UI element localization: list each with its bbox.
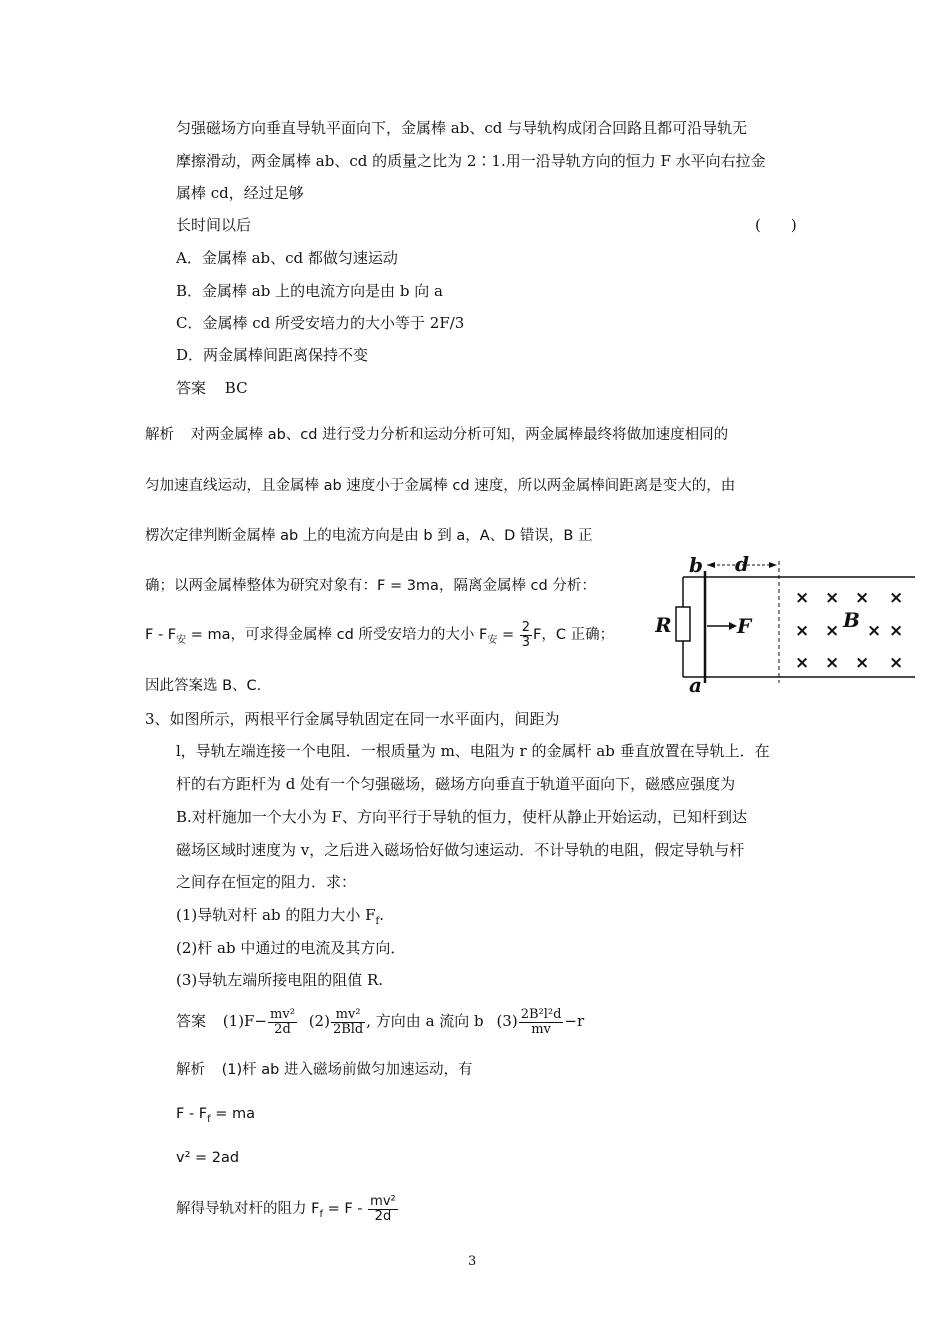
page-number: 3 bbox=[468, 1254, 477, 1269]
q3-answer bbox=[176, 1004, 584, 1038]
q2-stem-line2: 摩擦滑动，两金属棒 ab、cd 的质量之比为 2∶1.用一沿导轨方向的恒力 F 水平向右拉金 bbox=[176, 152, 766, 170]
label-d: d bbox=[735, 555, 749, 576]
equation-3 bbox=[176, 1192, 399, 1232]
field-cross: × bbox=[855, 588, 870, 608]
subscript: f bbox=[375, 916, 380, 927]
fraction-numerator: mv² bbox=[370, 1193, 396, 1209]
answer-label: 答案 bbox=[176, 379, 207, 397]
answer-label: 答案 bbox=[176, 1012, 207, 1030]
eq-text: = ma bbox=[210, 1106, 256, 1122]
field-cross: × bbox=[889, 621, 904, 641]
q3-line5: 磁场区域时速度为 v，之后进入磁场恰好做匀速运动．不计导轨的电阻，假定导轨与杆 bbox=[176, 841, 745, 859]
label-F: F bbox=[737, 614, 752, 638]
eq-text: = ma，可求得金属棒 cd 所受安培力的大小 F bbox=[186, 627, 488, 643]
eq-subscript: f bbox=[319, 1208, 323, 1220]
resistor bbox=[676, 607, 690, 641]
answer-part2: (2) bbox=[308, 1012, 330, 1030]
sub-question-end: . bbox=[379, 906, 384, 924]
field-cross: × bbox=[795, 588, 810, 608]
label-B: B bbox=[843, 608, 860, 632]
field-cross: × bbox=[825, 588, 840, 608]
analysis-text: (1)杆 ab 进入磁场前做匀加速运动，有 bbox=[221, 1062, 473, 1078]
fraction-denominator: 2Bld bbox=[332, 1021, 364, 1037]
fraction-denominator: 2d bbox=[374, 1208, 392, 1224]
field-cross: × bbox=[855, 653, 870, 673]
q2-stem-line1: 匀强磁场方向垂直导轨平面向下，金属棒 ab、cd 与导轨构成闭合回路且都可沿导轨无 bbox=[176, 119, 748, 137]
q3-sub3: (3)导轨左端所接电阻的阻值 R. bbox=[176, 971, 384, 989]
force-arrow-icon bbox=[729, 622, 737, 630]
field-cross: × bbox=[795, 621, 810, 641]
analysis-label: 解析 bbox=[176, 1062, 205, 1078]
analysis-label: 解析 bbox=[145, 427, 174, 443]
eq-subscript: 安 bbox=[176, 634, 187, 646]
option-c: C．金属棒 cd 所受安培力的大小等于 2F/3 bbox=[176, 314, 465, 332]
label-b: b bbox=[689, 555, 703, 577]
eq-text: = bbox=[497, 627, 519, 643]
label-R: R bbox=[655, 613, 672, 637]
analysis-text: 对两金属棒 ab、cd 进行受力分析和运动分析可知，两金属棒最终将做加速度相同的 bbox=[190, 427, 729, 443]
option-d: D．两金属棒间距离保持不变 bbox=[176, 346, 369, 364]
eq-text: = F - bbox=[322, 1201, 368, 1217]
fraction-numerator: 2B²l²d bbox=[520, 1006, 562, 1022]
fraction bbox=[268, 1008, 297, 1037]
eq-subscript: f bbox=[207, 1113, 211, 1125]
q2-stem-line3: 属棒 cd，经过足够 bbox=[176, 184, 304, 202]
answer-part3-end: −r bbox=[564, 1012, 585, 1030]
fraction-denominator: 2d bbox=[274, 1021, 291, 1037]
q2-analysis-line3: 楞次定律判断金属棒 ab 上的电流方向是由 b 到 a，A、D 错误，B 正 bbox=[145, 528, 593, 544]
fraction bbox=[520, 621, 532, 650]
field-cross: × bbox=[795, 653, 810, 673]
field-cross: × bbox=[825, 653, 840, 673]
fraction-numerator: mv² bbox=[270, 1006, 295, 1022]
eq-text: 解得导轨对杆的阻力 F bbox=[176, 1201, 320, 1217]
arrow-left-icon bbox=[707, 562, 715, 568]
label-a: a bbox=[689, 673, 702, 695]
fraction bbox=[331, 1008, 365, 1037]
option-a: A．金属棒 ab、cd 都做匀速运动 bbox=[176, 249, 398, 267]
q3-analysis bbox=[176, 1060, 472, 1080]
answer-part3: (3) bbox=[496, 1012, 518, 1030]
eq-text: F - F bbox=[145, 627, 177, 643]
answer-value: BC bbox=[224, 379, 248, 397]
field-cross: × bbox=[867, 621, 882, 641]
field-cross: × bbox=[889, 588, 904, 608]
sub-question-text: (1)导轨对杆 ab 的阻力大小 F bbox=[176, 906, 376, 924]
option-b: B．金属棒 ab 上的电流方向是由 b 向 a bbox=[176, 282, 443, 300]
fraction bbox=[368, 1195, 398, 1224]
q3-line1: 3、如图所示，两根平行金属导轨固定在同一水平面内，间距为 bbox=[145, 710, 560, 728]
q2-analysis-line6: 因此答案选 B、C. bbox=[145, 678, 262, 694]
q3-line6: 之间存在恒定的阻力．求： bbox=[176, 873, 357, 891]
equation-2: v² = 2ad bbox=[176, 1150, 240, 1166]
eq-text: F - F bbox=[176, 1106, 208, 1122]
arrow-right-icon bbox=[769, 562, 777, 568]
fraction-denominator: mv bbox=[531, 1021, 551, 1037]
answer-direction: , 方向由 a 流向 b bbox=[366, 1012, 484, 1030]
q2-analysis-line4: 确；以两金属棒整体为研究对象有：F = 3ma，隔离金属棒 cd 分析： bbox=[145, 578, 596, 594]
answer-paren: ( ) bbox=[755, 216, 797, 234]
eq-text: F，C 正确； bbox=[533, 627, 615, 643]
fraction bbox=[519, 1008, 564, 1037]
q3-sub1 bbox=[176, 905, 384, 932]
field-cross: × bbox=[825, 621, 840, 641]
q2-stem-line4: 长时间以后 bbox=[176, 216, 252, 234]
q2-analysis-line1 bbox=[145, 425, 728, 445]
circuit-figure bbox=[655, 555, 917, 695]
q3-line4: B.对杆施加一个大小为 F、方向平行于导轨的恒力，使杆从静止开始运动，已知杆到达 bbox=[176, 808, 747, 826]
fraction-numerator: 2 bbox=[521, 619, 531, 635]
equation-1 bbox=[176, 1104, 255, 1130]
q2-analysis-line5 bbox=[145, 620, 614, 656]
fraction-denominator: 3 bbox=[521, 634, 531, 650]
field-cross: × bbox=[889, 653, 904, 673]
answer-part1: (1)F− bbox=[222, 1012, 268, 1030]
q3-line3: 杆的右方距杆为 d 处有一个匀强磁场，磁场方向垂直于轨道平面向下，磁感应强度为 bbox=[176, 775, 736, 793]
q2-answer bbox=[176, 378, 248, 398]
q2-analysis-line2: 匀加速直线运动，且金属棒 ab 速度小于金属棒 cd 速度，所以两金属棒间距离是变大的，由 bbox=[145, 478, 736, 494]
eq-subscript: 安 bbox=[487, 634, 498, 646]
q3-line2: l，导轨左端连接一个电阻．一根质量为 m、电阻为 r 的金属杆 ab 垂直放置在导轨上．在 bbox=[176, 742, 770, 760]
q3-sub2: (2)杆 ab 中通过的电流及其方向． bbox=[176, 939, 406, 957]
fraction-numerator: mv² bbox=[331, 1008, 365, 1023]
